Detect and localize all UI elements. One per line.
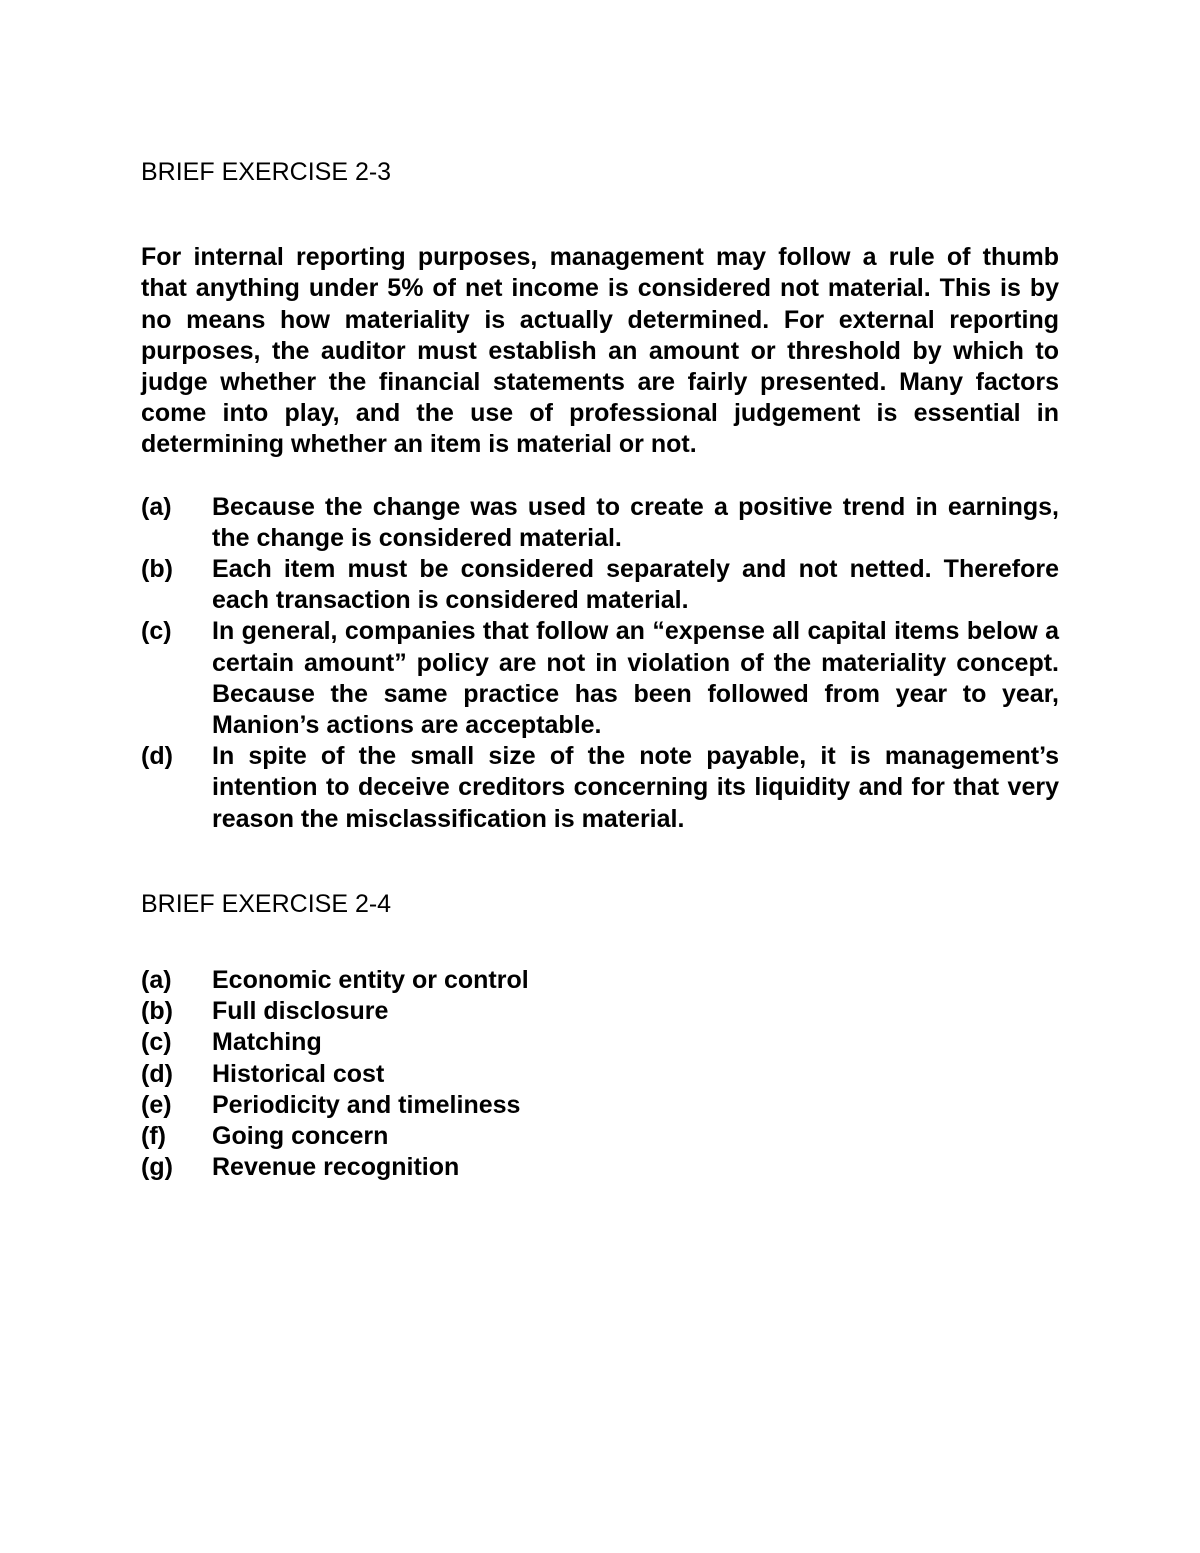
item-marker: (f) [141, 1122, 166, 1151]
list-item [141, 616, 1059, 741]
item-marker: (d) [141, 1059, 173, 1088]
item-text: Matching [212, 1028, 322, 1057]
item-marker: (c) [141, 1028, 172, 1057]
item-text: Historical cost [212, 1059, 385, 1088]
exercise-heading: BRIEF EXERCISE 2-3 [141, 158, 392, 186]
list-item [141, 996, 1059, 1027]
item-marker: (a) [141, 966, 172, 995]
item-text: Because the change was used to create a positive trend in earnings, the change is considered material. [212, 492, 1059, 552]
item-text: Full disclosure [212, 997, 389, 1026]
list-item [141, 492, 1059, 554]
exercise-heading: BRIEF EXERCISE 2-4 [141, 889, 392, 918]
item-marker: (c) [141, 617, 172, 646]
item-marker: (g) [141, 1153, 173, 1182]
item-marker: (d) [141, 742, 173, 771]
item-marker: (a) [141, 492, 172, 521]
brief-exercise-2-3 [141, 157, 1059, 835]
item-text: Going concern [212, 1122, 389, 1151]
exercise-paragraph: For internal reporting purposes, management may follow a rule of thumb that anything under 5% of net income is considered not material. This is by no means how materiality is actually determined. For external reporting purposes, the auditor must establish an amount or threshold by which to judge whether the financial statements are fairly presented. Many factors come into play, and the use of professional judgement is essential in determining whether an item is material or not. [141, 243, 1059, 459]
list-item [141, 965, 1059, 996]
item-text: Each item must be considered separately and not netted. Therefore each transaction is considered material. [212, 555, 1059, 615]
document-page [141, 157, 1059, 1183]
answer-list [141, 492, 1059, 835]
item-marker: (b) [141, 997, 173, 1026]
list-item [141, 554, 1059, 616]
list-item [141, 1152, 1059, 1183]
list-item [141, 1090, 1059, 1121]
list-item [141, 1027, 1059, 1058]
item-marker: (e) [141, 1090, 172, 1119]
answer-list [141, 965, 1059, 1183]
list-item [141, 741, 1059, 835]
item-text: In general, companies that follow an “expense all capital items below a certain amount” policy are not in violation of the materiality concept. Because the same practice has been followed from year to year, Manion’s actions are acceptable. [212, 617, 1059, 740]
item-marker: (b) [141, 555, 173, 584]
item-text: Economic entity or control [212, 966, 529, 995]
list-item [141, 1121, 1059, 1152]
brief-exercise-2-4 [141, 889, 1059, 1184]
item-text: In spite of the small size of the note payable, it is management’s intention to deceive creditors concerning its liquidity and for that very reason the misclassification is material. [212, 742, 1059, 833]
list-item [141, 1059, 1059, 1090]
item-text: Revenue recognition [212, 1153, 460, 1182]
item-text: Periodicity and timeliness [212, 1090, 521, 1119]
